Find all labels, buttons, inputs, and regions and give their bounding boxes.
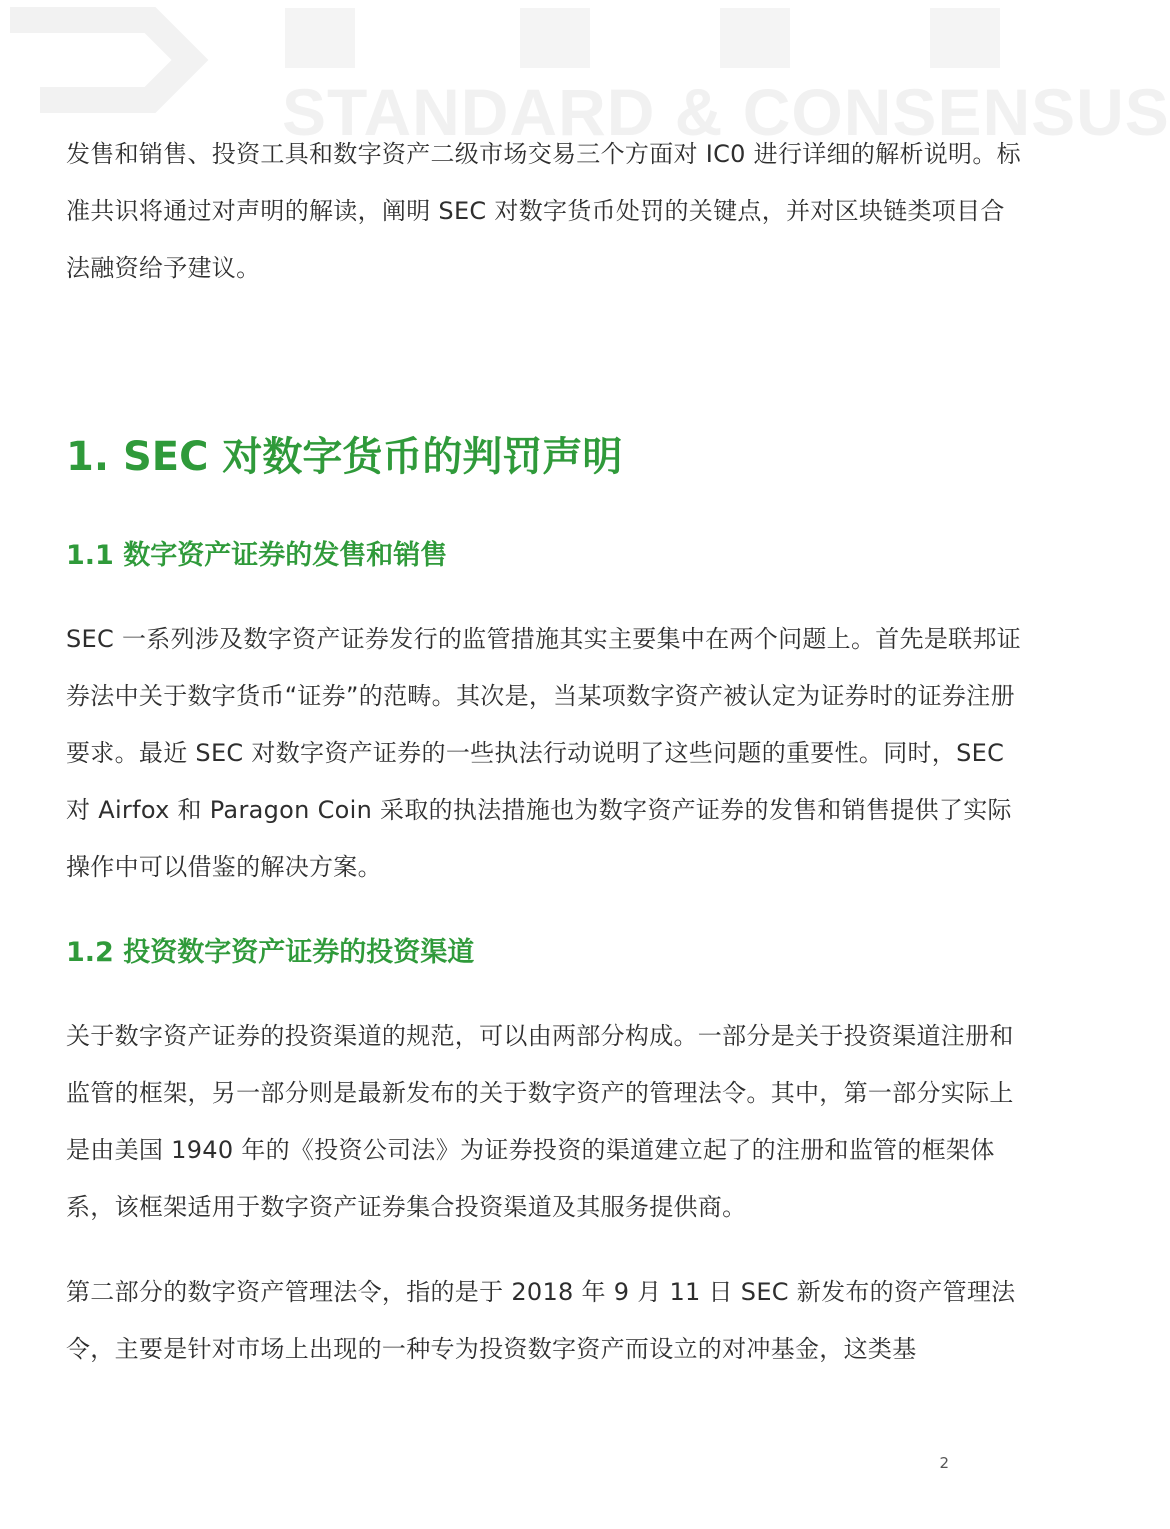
subsection-title: 1.2 投资数字资产证券的投资渠道: [66, 937, 475, 968]
subsection-1-1-body: [66, 611, 1026, 896]
subsection-1-2-body-2: [66, 1264, 1026, 1378]
subsection-1-2-body: [66, 1008, 1026, 1236]
section-title: 1. SEC 对数字货币的判罚声明: [66, 434, 623, 480]
intro-paragraph: 发售和销售、投资工具和数字资产二级市场交易三个方面对 IC0 进行详细的解析说明。标准共识将通过对声明的解读，阐明 SEC 对数字货币处罚的关键点，并对区块链类项目合法融资给予建议。: [66, 140, 1021, 282]
subsection-title: 1.1 数字资产证券的发售和销售: [66, 540, 448, 571]
page-number: 2: [939, 1454, 949, 1472]
body-paragraph: SEC 一系列涉及数字资产证券发行的监管措施其实主要集中在两个问题上。首先是联邦证券法中关于数字货币“证券”的范畴。其次是，当某项数字资产被认定为证券时的证券注册要求。最近 SEC 对数字资产证券的一些执法行动说明了这些问题的重要性。同时，SEC 对 Airfox 和 Paragon Coin 采取的执法措施也为数字资产证券的发售和销售提供了实际操作中可以借鉴的解决方案。: [66, 625, 1022, 881]
watermark-brand-text: STANDARD & CONSENSUS: [282, 75, 1170, 149]
body-paragraph: 关于数字资产证券的投资渠道的规范，可以由两部分构成。一部分是关于投资渠道注册和监管的框架，另一部分则是最新发布的关于数字资产的管理法令。其中，第一部分实际上是由美国 1940 年的《投资公司法》为证券投资的渠道建立起了的注册和监管的框架体系，该框架适用于数字资产证券集合投资渠道及其服务提供商。: [66, 1022, 1014, 1221]
subsection-1-2: [66, 930, 1026, 969]
subsection-1-1: [66, 533, 1026, 572]
intro-block: [66, 126, 1026, 297]
body-paragraph: 第二部分的数字资产管理法令，指的是于 2018 年 9 月 11 日 SEC 新发布的资产管理法令，主要是针对市场上出现的一种专为投资数字资产而设立的对冲基金，这类基: [66, 1278, 1016, 1363]
